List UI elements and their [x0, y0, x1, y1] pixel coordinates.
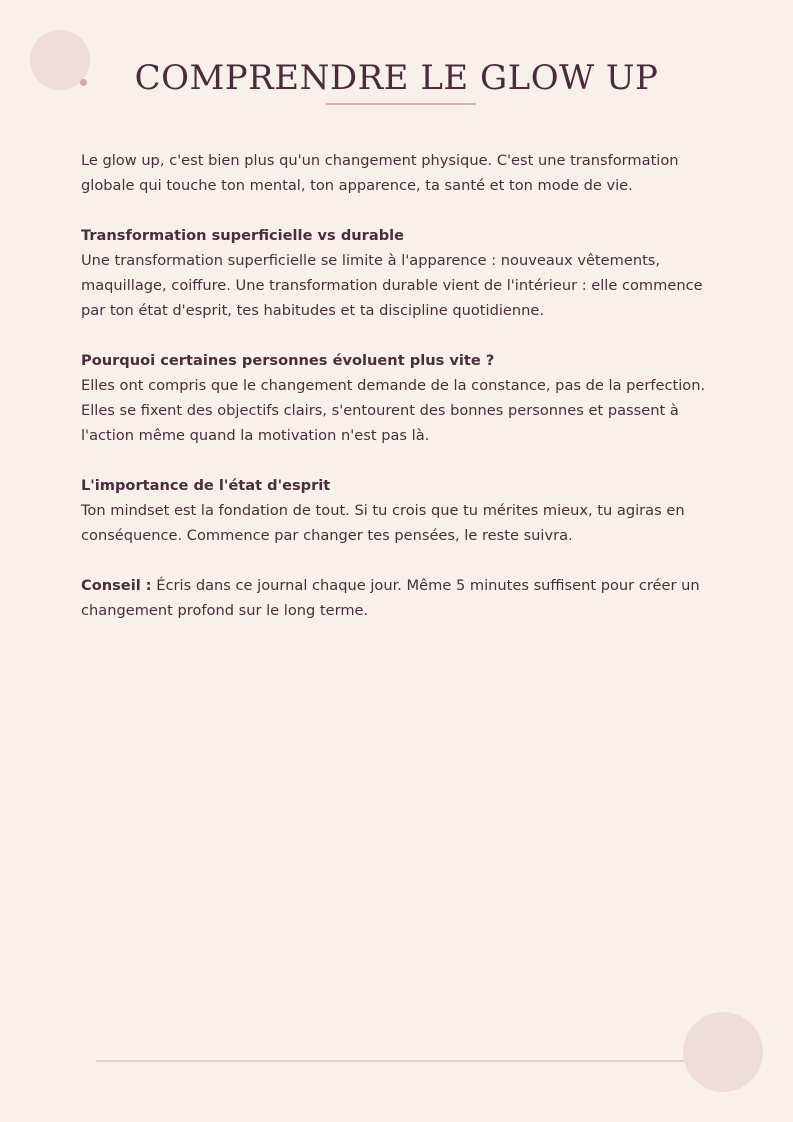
section-mindset: [81, 473, 721, 548]
section-heading: Pourquoi certaines personnes évoluent plus vite ?: [81, 352, 495, 369]
section-superficial-vs-lasting: [81, 223, 721, 323]
tip-paragraph: [81, 573, 721, 623]
section-body: Ton mindset est la fondation de tout. Si tu crois que tu mérites mieux, tu agiras en conséquence. Commence par changer tes pensées, le reste suivra.: [81, 502, 685, 544]
section-why-faster: [81, 348, 721, 448]
section-body: Elles ont compris que le changement demande de la constance, pas de la perfection. Elles se fixent des objectifs clairs, s'entourent des bonnes personnes et passent à l'action même quand la motivation n'est pas là.: [81, 377, 706, 444]
section-body: Une transformation superficielle se limite à l'apparence : nouveaux vêtements, maquillage, coiffure. Une transformation durable vient de l'intérieur : elle commence par ton état d'esprit, tes habitudes et ta discipline quotidienne.: [81, 252, 703, 319]
tip-label: Conseil :: [81, 577, 152, 594]
section-heading: L'importance de l'état d'esprit: [81, 477, 331, 494]
section-heading: Transformation superficielle vs durable: [81, 227, 405, 244]
main-content: [81, 148, 721, 648]
page-title: COMPRENDRE LE GLOW UP: [134, 58, 659, 98]
title-underline: [326, 103, 476, 105]
footer-divider: [96, 1060, 696, 1062]
decorative-circle-bottom: [683, 1012, 763, 1092]
tip-text: Écris dans ce journal chaque jour. Même 5 minutes suffisent pour créer un changement profond sur le long terme.: [81, 577, 700, 619]
intro-paragraph: Le glow up, c'est bien plus qu'un changement physique. C'est une transformation globale qui touche ton mental, ton apparence, ta santé et ton mode de vie.: [81, 152, 679, 194]
